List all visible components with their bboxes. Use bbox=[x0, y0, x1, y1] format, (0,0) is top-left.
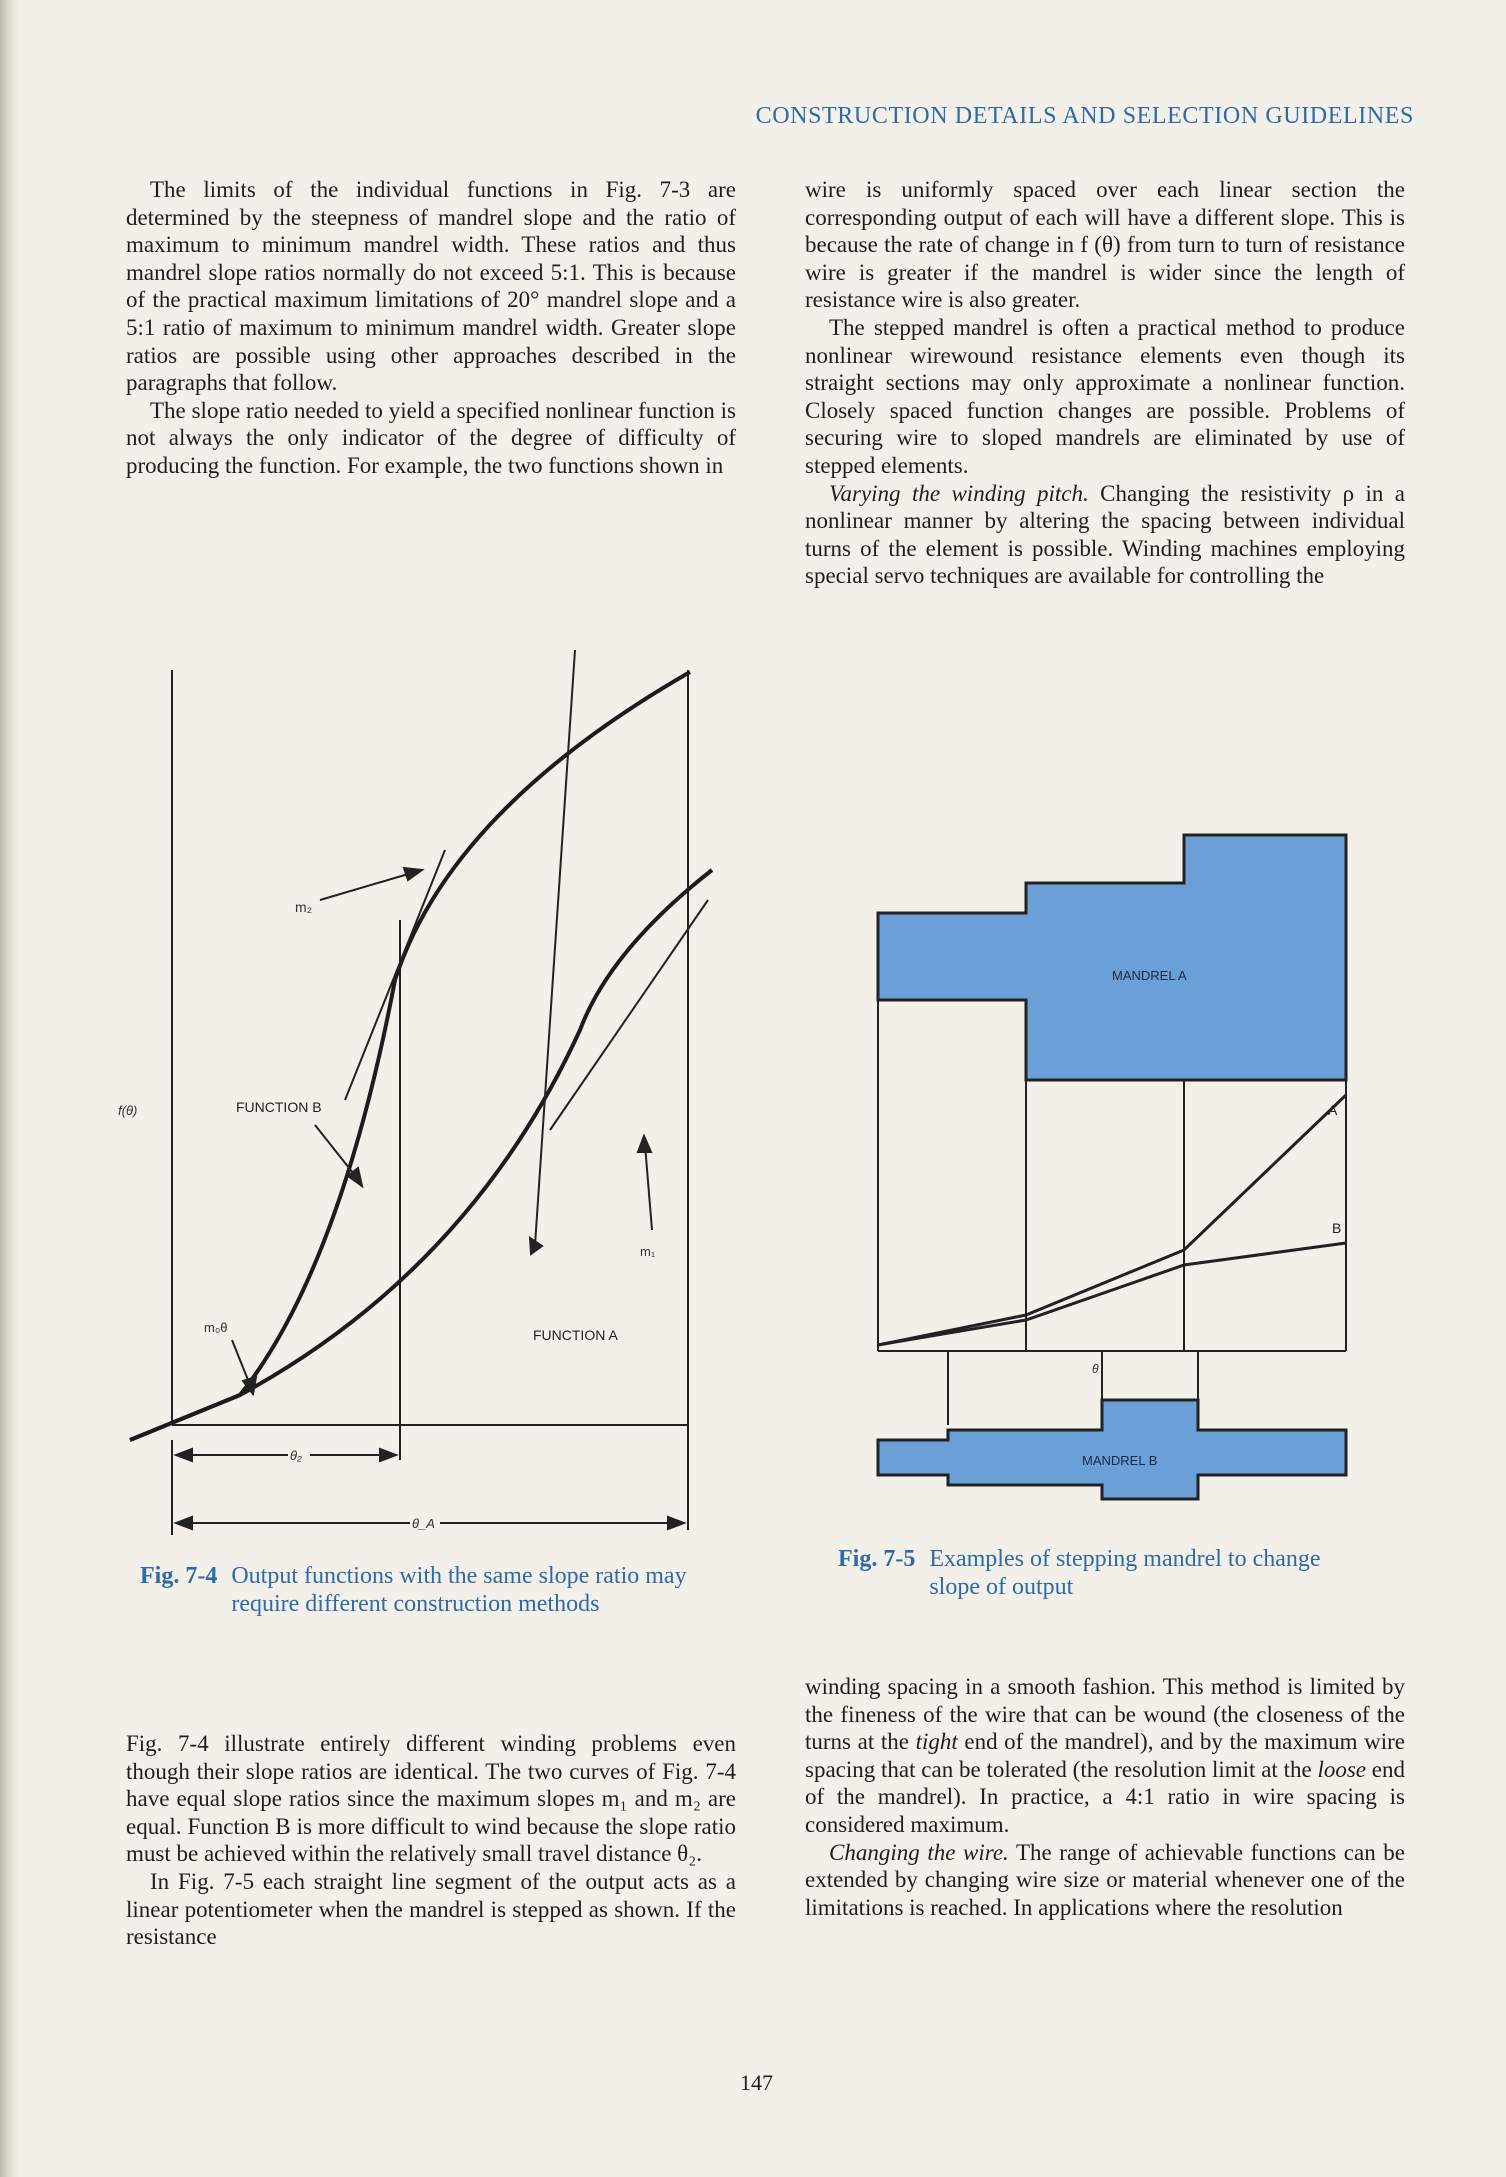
arrow-function-a bbox=[535, 650, 575, 1245]
figure-7-5-caption bbox=[838, 1545, 1398, 1601]
paragraph: wire is uniformly spaced over each linear section the corresponding output of each will have a different slope. This is because the rate of change in f (θ) from turn to turn of resistance wire is greater if the mandrel is wider since the length of resistance wire is also greater. bbox=[805, 177, 1405, 313]
mandrel-a bbox=[878, 835, 1346, 1080]
arrowhead-m2 bbox=[404, 868, 422, 880]
arrowhead-m1 bbox=[638, 1136, 651, 1152]
dim-thetaA-right-head bbox=[668, 1517, 684, 1529]
label-m1: m₁ bbox=[640, 1244, 656, 1259]
arrow-m1 bbox=[645, 1145, 652, 1230]
run-in-heading: Varying the winding pitch. bbox=[829, 480, 1089, 506]
right-column-top bbox=[805, 176, 1405, 590]
page-number: 147 bbox=[740, 2070, 773, 2095]
caption-number: Fig. 7-4 bbox=[140, 1563, 218, 1589]
label-thetaA: θ_A bbox=[412, 1516, 435, 1531]
figure-7-5 bbox=[860, 825, 1380, 1525]
label-output-a: A bbox=[1328, 1102, 1338, 1118]
arrow-m-theta bbox=[232, 1340, 250, 1385]
paragraph: Varying the winding pitch. Changing the resistivity ρ in a nonlinear manner by altering the spacing between individual turns of the element is possible. Winding machines employing special servo techniques are available for controlling the bbox=[805, 480, 1405, 589]
caption-text: Output functions with the same slope ratio may require different construction methods bbox=[231, 1563, 687, 1617]
label-output-b: B bbox=[1332, 1220, 1342, 1236]
label-y-axis: f(θ) bbox=[118, 1103, 138, 1118]
label-mandrel-a: MANDREL A bbox=[1112, 968, 1187, 983]
left-column-top bbox=[126, 176, 736, 480]
label-function-b: FUNCTION B bbox=[236, 1099, 322, 1115]
caption-text: Examples of stepping mandrel to change slope of output bbox=[929, 1546, 1321, 1600]
arrow-function-b bbox=[315, 1125, 357, 1178]
label-mandrel-b: MANDREL B bbox=[1082, 1453, 1158, 1468]
right-column-bottom bbox=[805, 1673, 1405, 1921]
paragraph: Fig. 7-4 illustrate entirely different winding problems even though their slope ratios are identical. The two curves of Fig. 7-4 have equal slope ratios since the maximum slopes m₁ and m₂ are equal. Function B is more difficult to wind because the slope ratio must be achieved within the relatively small travel distance θ₂. bbox=[126, 1731, 736, 1867]
paragraph: The stepped mandrel is often a practical method to produce nonlinear wirewound resistance elements even though its straight sections may only approximate a nonlinear function. Closely spaced function changes are possible. Problems of securing wire to sloped mandrels are eliminated by use of stepped elements. bbox=[805, 314, 1405, 478]
label-theta: θ bbox=[1092, 1362, 1099, 1376]
paragraph: winding spacing in a smooth fashion. This method is limited by the fineness of the wire that can be wound (the closeness of the turns at the tight end of the mandrel), and by the maximum wire spacing that can be tolerated (the resolution limit at the loose end of the mandrel). In practice, a 4:1 ratio in wire spacing is considered maximum. bbox=[805, 1674, 1405, 1837]
paragraph: The limits of the individual functions in Fig. 7-3 are determined by the steepness of mandrel slope and the ratio of maximum to minimum mandrel width. These ratios and thus mandrel slope ratios normally do not exceed 5:1. This is because of the practical maximum limitations of 20° mandrel slope and a 5:1 ratio of maximum to minimum mandrel width. Greater slope ratios are possible using other approaches described in the paragraphs that follow. bbox=[126, 177, 736, 396]
output-a bbox=[878, 1095, 1346, 1345]
paragraph: The slope ratio needed to yield a specified nonlinear function is not always the only indicator of the degree of difficulty of producing the function. For example, the two functions shown in bbox=[126, 397, 736, 478]
left-column-bottom bbox=[126, 1730, 736, 1951]
label-theta2: θ₂ bbox=[290, 1448, 303, 1463]
dim-theta2-left-head bbox=[176, 1449, 192, 1461]
figure-7-4-caption bbox=[140, 1562, 740, 1618]
label-m-theta: m₀θ bbox=[204, 1320, 228, 1335]
function-a-curve bbox=[130, 870, 712, 1440]
tangent-m1 bbox=[550, 900, 708, 1130]
label-function-a: FUNCTION A bbox=[533, 1327, 618, 1343]
arrow-m2 bbox=[320, 872, 415, 900]
paragraph: In Fig. 7-5 each straight line segment of the output acts as a linear potentiometer when the mandrel is stepped as shown. If the resistance bbox=[126, 1868, 736, 1950]
dim-thetaA-left-head bbox=[176, 1517, 192, 1529]
run-in-heading: Changing the wire. bbox=[829, 1839, 1009, 1865]
running-head: CONSTRUCTION DETAILS AND SELECTION GUIDELINES bbox=[755, 103, 1414, 129]
paragraph: Changing the wire. The range of achievable functions can be extended by changing wire size or material whenever one of the limitations is reached. In applications where the resolution bbox=[805, 1839, 1406, 1920]
caption-number: Fig. 7-5 bbox=[838, 1546, 916, 1572]
figure-7-4 bbox=[110, 650, 730, 1550]
label-m2: m₂ bbox=[295, 899, 313, 915]
dim-theta2-right-head bbox=[380, 1449, 396, 1461]
page-edge-shadow bbox=[0, 0, 18, 2177]
